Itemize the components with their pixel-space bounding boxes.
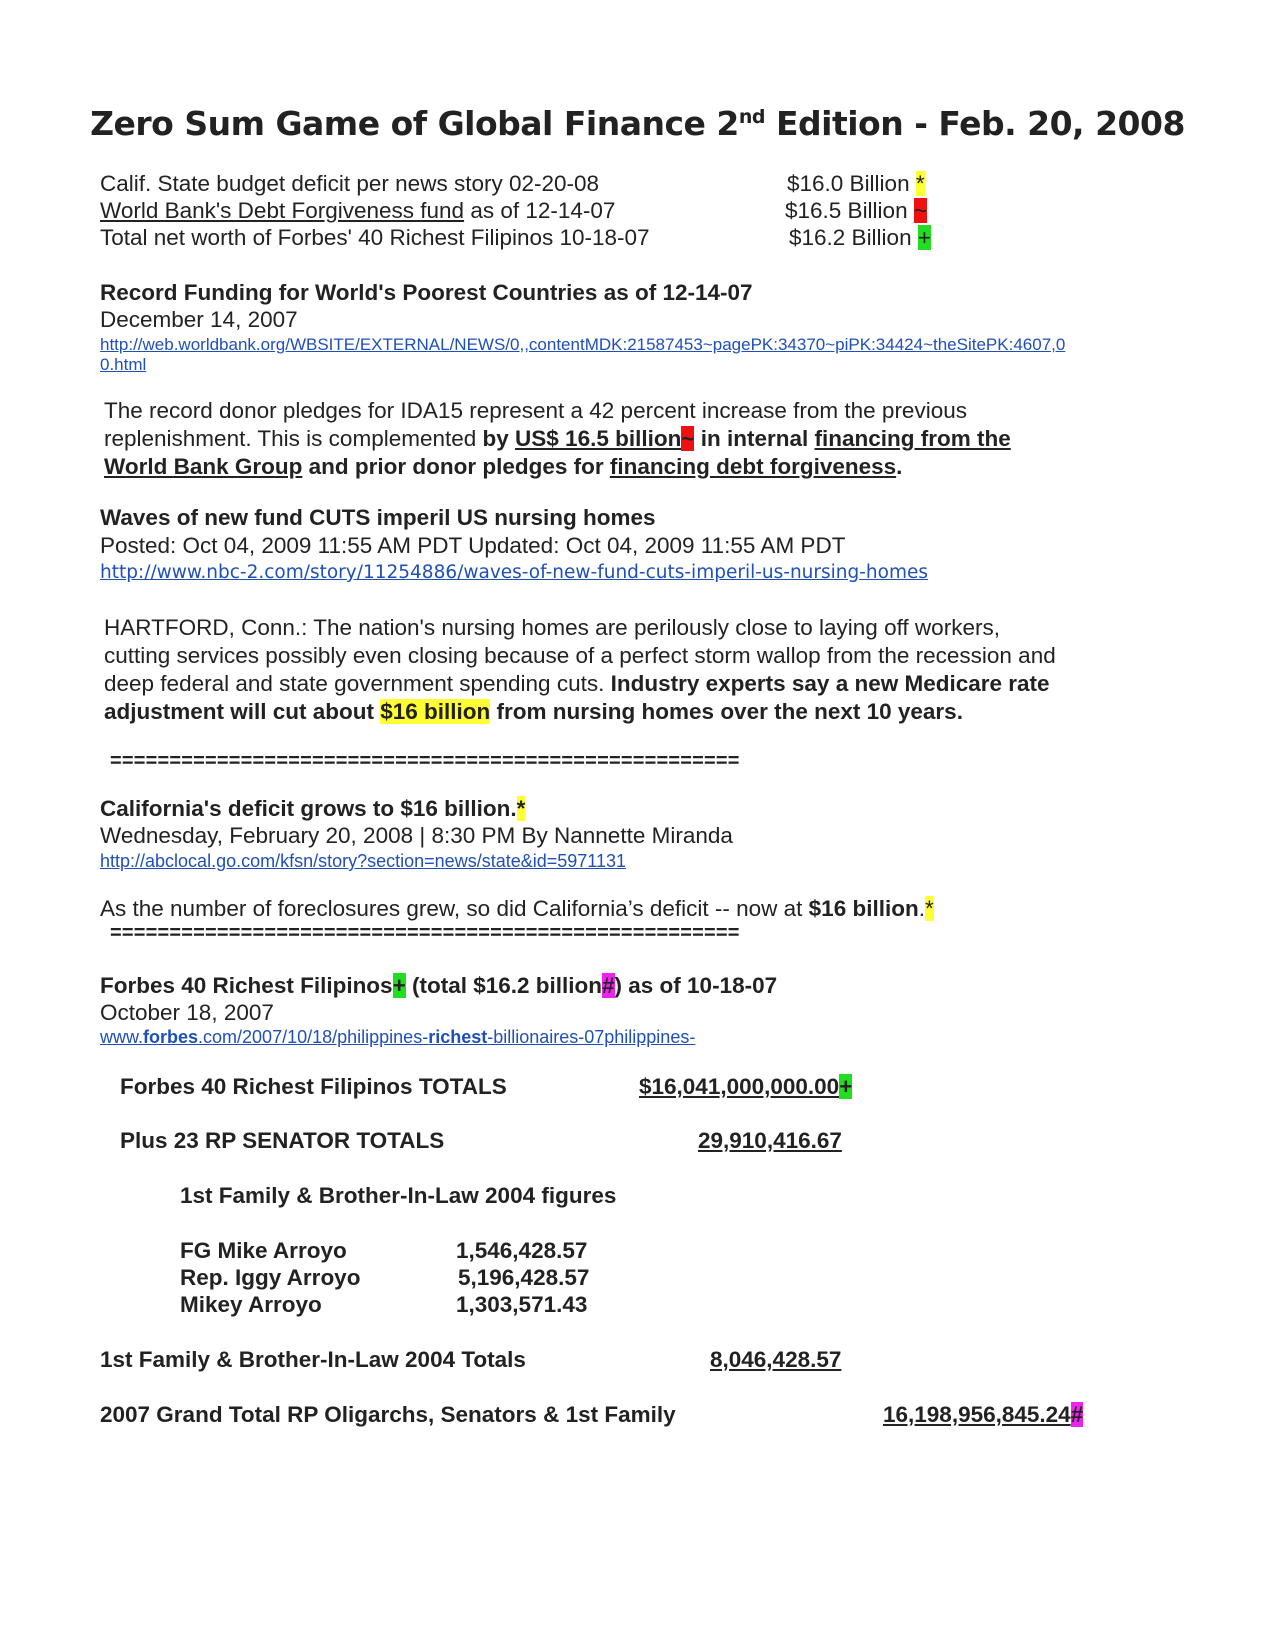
nursing-heading: Waves of new fund CUTS imperil US nursing homes [100,505,656,530]
forbes-heading: Forbes 40 Richest Filipinos+ (total $16.2 billion#) as of 10-18-07 [100,973,778,998]
forbes-date: October 18, 2007 [100,1000,274,1025]
forbes-totals-label: Forbes 40 Richest Filipinos TOTALS [120,1074,507,1099]
family-value: 1,303,571.43 [456,1292,588,1317]
summary-value-2: $16.5 Billion ~ [785,198,927,223]
asterisk-mark: * [915,171,925,196]
worldbank-date: December 14, 2007 [100,307,298,332]
summary-label-3: Total net worth of Forbes' 40 Richest Filipinos 10-18-07 [100,225,650,250]
california-date: Wednesday, February 20, 2008 | 8:30 PM By Nannette Miranda [100,823,733,848]
page-title: Zero Sum Game of Global Finance 2nd Edition - Feb. 20, 2008 [90,104,1185,143]
summary-value-1: $16.0 Billion * [787,171,925,196]
summary-label-2: World Bank's Debt Forgiveness fund as of 12-14-07 [100,198,616,223]
family-value: 1,546,428.57 [456,1238,588,1263]
tilde-mark: ~ [913,198,927,223]
family-name: Mikey Arroyo [180,1292,322,1317]
family-heading: 1st Family & Brother-In-Law 2004 figures [180,1183,617,1208]
worldbank-paragraph: The record donor pledges for IDA15 represent a 42 percent increase from the previous replenishment. This is complemented by US$ 16.5 billion~ in internal financing from the World Bank Group and prior donor pledges for financing debt forgiveness. [104,398,1011,479]
california-heading: California's deficit grows to $16 billion.* [100,796,526,821]
worldbank-heading: Record Funding for World's Poorest Countries as of 12-14-07 [100,280,753,305]
nursing-posted: Posted: Oct 04, 2009 11:55 AM PDT Updated: Oct 04, 2009 11:55 AM PDT [100,533,846,558]
summary-label-1: Calif. State budget deficit per news story 02-20-08 [100,171,600,196]
summary-value-3: $16.2 Billion + [789,225,931,250]
separator: ===================================================== [110,750,740,772]
california-paragraph: As the number of foreclosures grew, so did California’s deficit -- now at $16 billion.* [100,896,934,921]
family-name: FG Mike Arroyo [180,1238,347,1263]
family-totals-value: 8,046,428.57 [710,1347,842,1372]
nursing-paragraph: HARTFORD, Conn.: The nation's nursing homes are perilously close to laying off workers, cutting services possibly even closing because of a perfect storm wallop from the recession and deep federal and state government spending cuts. Industry experts say a new Medicare rate adjustment will cut about $16 billion from nursing homes over the next 10 years. [104,615,1056,724]
nursing-link[interactable]: http://www.nbc-2.com/story/11254886/waves-of-new-fund-cuts-imperil-us-nursing-homes [100,562,929,583]
family-totals-label: 1st Family & Brother-In-Law 2004 Totals [100,1347,526,1372]
grand-total-label: 2007 Grand Total RP Oligarchs, Senators & 1st Family [100,1402,676,1427]
plus-mark: + [917,225,931,250]
grand-total-value: 16,198,956,845.24# [883,1402,1084,1427]
senator-totals-label: Plus 23 RP SENATOR TOTALS [120,1128,445,1153]
senator-totals-value: 29,910,416.67 [698,1128,842,1153]
separator: ===================================================== [110,922,740,944]
worldbank-link-cont[interactable]: 0.html [100,355,147,374]
forbes-link[interactable]: www.forbes.com/2007/10/18/philippines-richest-billionaires-07philippines- [100,1027,696,1047]
worldbank-link[interactable]: http://web.worldbank.org/WBSITE/EXTERNAL/NEWS/0,,contentMDK:21587453~pagePK:34370~piPK:34424~theSitePK:4607,0 [100,335,1066,354]
family-value: 5,196,428.57 [458,1265,590,1290]
forbes-totals-value: $16,041,000,000.00+ [639,1074,853,1099]
california-link[interactable]: http://abclocal.go.com/kfsn/story?section=news/state&id=5971131 [100,851,626,871]
family-name: Rep. Iggy Arroyo [180,1265,361,1290]
